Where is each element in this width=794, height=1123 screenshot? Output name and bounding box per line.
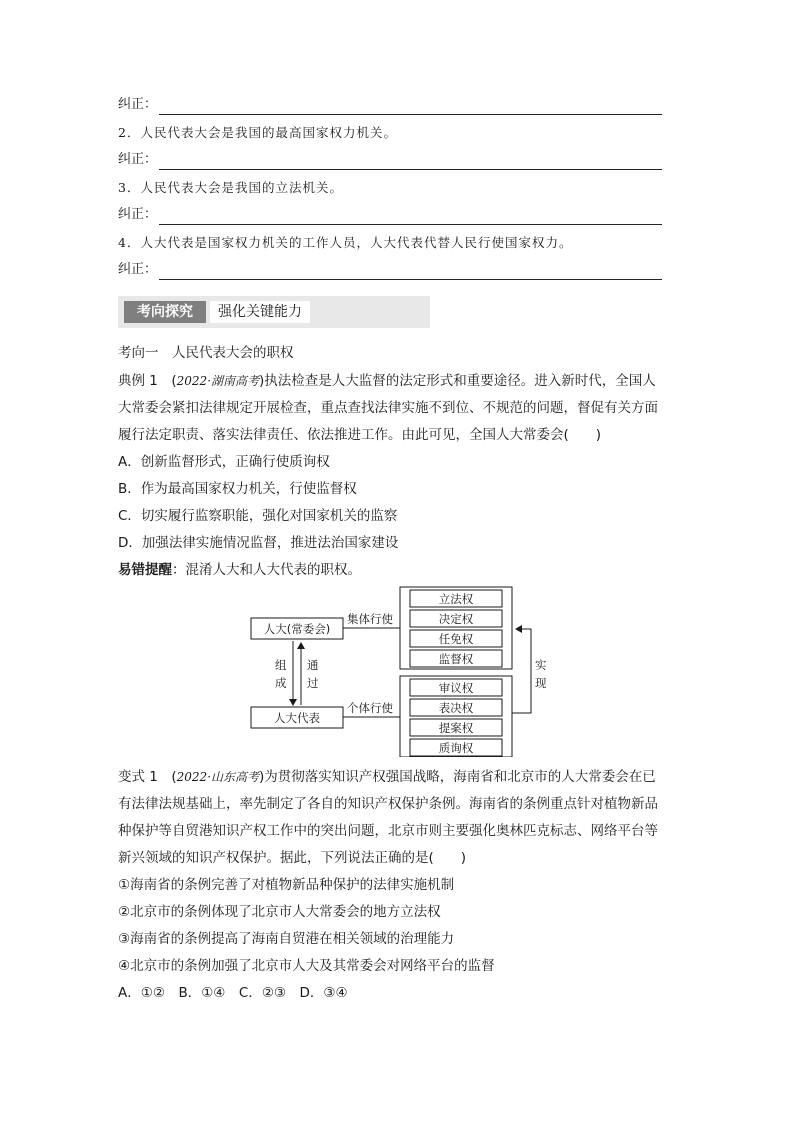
option-c[interactable]: C．切实履行监察职能，强化对国家机关的监察 [118, 508, 398, 524]
answer-choices[interactable]: A．①② B．①④ C．②③ D．③④ [118, 985, 348, 1001]
error-tip-text: ：混淆人大和人大代表的职权。 [172, 562, 361, 578]
statement-item-3: ③海南省的条例提高了海南自贸港在相关领域的治理能力 [118, 931, 455, 947]
statement-3: 3．人民代表大会是我国的立法机关。 [118, 180, 343, 195]
variant-1-line-1: 变式 1 (2022·山东高考)为贯彻落实知识产权强国战略，海南省和北京市的人大常委会在已 [118, 769, 656, 785]
power-deliberation: 审议权 [438, 681, 474, 695]
example-1-question [118, 368, 678, 584]
correction-label: 纠正： [118, 262, 158, 277]
individual-label: 个体行使 [347, 701, 393, 715]
example-1-source: 2022·湖南高考 [176, 374, 260, 388]
variant-1-label: 变式 1 ( [118, 769, 177, 785]
section-title: 考向一 人民代表大会的职权 [118, 345, 294, 361]
correction-blank-line[interactable] [159, 155, 662, 170]
power-legislative: 立法权 [438, 592, 474, 606]
npc-label: 人大(常委会) [263, 622, 331, 636]
power-appointment: 任免权 [438, 632, 474, 646]
realize-arrow [512, 629, 531, 713]
power-voting: 表决权 [438, 701, 474, 715]
correction-blank-line[interactable] [159, 265, 662, 280]
correction-row-1 [118, 95, 663, 115]
example-1-line-1: 典例 1 (2022·湖南高考)执法检查是人大监督的法定形式和重要途径。进入新时代，全国人 [118, 373, 656, 389]
correction-row-2 [118, 150, 663, 170]
statement-2: 2．人民代表大会是我国的最高国家权力机关。 [118, 125, 397, 140]
correction-row-3 [118, 205, 663, 225]
through-char-2: 过 [307, 676, 319, 690]
section-banner [118, 296, 430, 328]
example-1-label: 典例 1 ( [118, 373, 177, 389]
banner-title: 考向探究 [124, 301, 206, 323]
variant-1-question [118, 764, 678, 1007]
collective-label: 集体行使 [347, 612, 393, 626]
power-proposal: 提案权 [438, 721, 474, 735]
power-decision: 决定权 [438, 612, 474, 626]
correction-blank-line[interactable] [159, 100, 662, 115]
compose-char-2: 成 [275, 676, 287, 690]
option-d[interactable]: D．加强法律实施情况监督，推进法治国家建设 [118, 535, 399, 551]
example-1-line-3: 履行法定职责、落实法律责任、依法推进工作。由此可见，全国人大常委会( ) [118, 427, 602, 443]
banner-subtitle: 强化关键能力 [210, 301, 310, 323]
error-tip-label: 易错提醒 [118, 562, 172, 578]
through-char-1: 通 [307, 658, 319, 672]
variant-1-source: 2022·山东高考 [176, 770, 260, 784]
npc-powers-diagram [245, 585, 550, 757]
realize-char-2: 现 [535, 676, 547, 690]
variant-1-line-4: 新兴领域的知识产权保护。据此，下列说法正确的是( ) [118, 850, 467, 866]
realize-char-1: 实 [535, 658, 547, 672]
statement-item-4: ④北京市的条例加强了北京市人大及其常委会对网络平台的监督 [118, 958, 495, 974]
statement-item-1: ①海南省的条例完善了对植物新品种保护的法律实施机制 [118, 877, 455, 893]
statement-4: 4．人大代表是国家权力机关的工作人员，人大代表代替人民行使国家权力。 [118, 235, 573, 250]
variant-1-line-3: 种保护等自贸港知识产权工作中的突出问题，北京市则主要强化奥林匹克标志、网络平台等 [118, 823, 658, 839]
correction-label: 纠正： [118, 152, 158, 167]
option-b[interactable]: B．作为最高国家权力机关，行使监督权 [118, 481, 357, 497]
variant-1-line-2: 有法律法规基础上，率先制定了各自的知识产权保护条例。海南省的条例重点针对植物新品 [118, 796, 658, 812]
correction-blank-line[interactable] [159, 210, 662, 225]
power-supervision: 监督权 [438, 652, 474, 666]
example-1-line-2: 大常委会紧扣法律规定开展检查，重点查找法律实施不到位、不规范的问题，督促有关方面 [118, 400, 658, 416]
correction-label: 纠正： [118, 97, 158, 112]
statement-item-2: ②北京市的条例体现了北京市人大常委会的地方立法权 [118, 904, 441, 920]
error-tip [118, 557, 678, 584]
correction-row-4 [118, 260, 663, 280]
power-inquiry: 质询权 [438, 741, 474, 755]
option-a[interactable]: A．创新监督形式，正确行使质询权 [118, 454, 330, 470]
deputy-label: 人大代表 [274, 711, 320, 725]
correction-label: 纠正： [118, 207, 158, 222]
compose-char-1: 组 [275, 658, 287, 672]
